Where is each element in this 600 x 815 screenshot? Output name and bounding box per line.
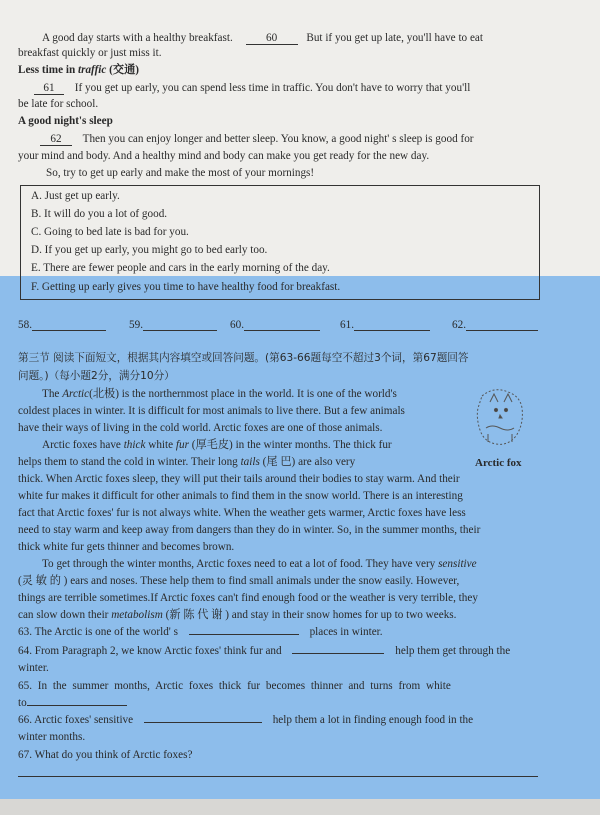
answer-64-blank[interactable] — [292, 653, 384, 654]
p3-line-2: (灵 敏 的 ) ears and noses. These help them to find small animals under the snow easily. However, — [18, 575, 460, 587]
heading-less-time — [18, 63, 139, 77]
fox-caption: Arctic fox — [475, 457, 522, 469]
p3-text: To get through the winter months, Arctic foxes need to eat a lot of food. They have very — [42, 558, 436, 570]
question-text: 66. Arctic foxes' sensitive — [18, 714, 134, 726]
p3-italic: metabolism — [111, 609, 163, 621]
blank-60[interactable] — [246, 32, 298, 45]
section3-heading-2: 问题。)（每小题2分，满分10分） — [18, 370, 175, 382]
question-text: places in winter. — [309, 626, 383, 638]
answer-number: 61. — [340, 319, 354, 331]
option-f: F. Getting up early gives you time to have healthy food for breakfast. — [31, 281, 341, 293]
blank-62[interactable] — [40, 133, 72, 146]
question-text: help them get through the — [395, 645, 511, 657]
question-text: to — [18, 697, 27, 709]
answer-62[interactable] — [452, 319, 538, 331]
p3-line-4 — [18, 608, 456, 622]
answer-blank[interactable] — [354, 319, 430, 331]
option-c: C. Going to bed late is bad for you. — [31, 226, 189, 238]
p2-line-2 — [18, 455, 355, 469]
answer-67-line[interactable] — [18, 776, 538, 777]
p2-text: helps them to stand the cold in winter. Their long — [18, 456, 238, 468]
section3-heading-1: 第三节 阅读下面短文，根据其内容填空或回答问题。(第63-66题每空不超过3个词，第67题回答 — [18, 352, 469, 364]
p1-line-1 — [42, 387, 397, 401]
answer-66-blank[interactable] — [144, 722, 262, 723]
answer-blank[interactable] — [244, 319, 320, 331]
answer-number: 62. — [452, 319, 466, 331]
passage-line-5 — [40, 132, 474, 146]
question-65: 65. In the summer months, Arctic foxes thick fur becomes thinner and turns from white — [18, 680, 451, 692]
question-text: 63. The Arctic is one of the world' s — [18, 626, 178, 638]
answer-blank[interactable] — [32, 319, 106, 331]
question-text: help them a lot in finding enough food in the — [272, 714, 474, 726]
blank-number: 62 — [50, 133, 62, 145]
passage-text: A good day starts with a healthy breakfast. — [42, 32, 233, 44]
p1-line-3: have their ways of living in the cold world. Arctic foxes are one of those animals. — [18, 422, 383, 434]
p2-italic: thick — [123, 439, 146, 451]
heading-italic: traffic — [77, 64, 107, 76]
p2-text: (厚毛皮) in the winter months. The thick fur — [191, 439, 392, 451]
question-65-cont — [18, 696, 127, 710]
question-66-cont: winter months. — [18, 731, 86, 743]
question-text: 64. From Paragraph 2, we know Arctic foxes' think fur and — [18, 645, 282, 657]
p3-text: (新 陈 代 谢 ) and stay in their snow homes for up to two weeks. — [165, 609, 457, 621]
arctic-fox-illustration — [472, 384, 530, 450]
options-box — [20, 185, 540, 300]
heading-text: Less time in — [18, 64, 76, 76]
p3-text: can slow down their — [18, 609, 109, 621]
p1-text: The — [42, 388, 60, 400]
p3-line-1 — [42, 557, 477, 571]
answer-59[interactable] — [129, 319, 217, 331]
p1-line-2: coldest places in winter. It is difficult for most animals to live there. But a few animals — [18, 405, 405, 417]
p1-italic: Arctic — [62, 388, 90, 400]
answer-58[interactable] — [18, 319, 106, 331]
answer-60[interactable] — [230, 319, 320, 331]
passage-text: Then you can enjoy longer and better sleep. You know, a good night' s sleep is good for — [82, 133, 474, 145]
passage-line-2: breakfast quickly or just miss it. — [18, 47, 162, 59]
p2-line-1 — [42, 438, 392, 452]
answer-63-blank[interactable] — [189, 634, 299, 635]
p2-italic: fur — [175, 439, 189, 451]
passage-line-6: your mind and body. And a healthy mind and body can make you get ready for the new day. — [18, 150, 430, 162]
passage-line-7: So, try to get up early and make the most of your mornings! — [46, 167, 315, 179]
p2-line-6: need to stay warm and keep away from dangers than they do in winter. So, in the summer months, their — [18, 524, 481, 536]
p1-text: (北极) is the northernmost place in the world. It is one of the world's — [89, 388, 397, 400]
p2-text: (尾 巴) are also very — [262, 456, 356, 468]
p2-text: white — [148, 439, 174, 451]
answer-65-blank[interactable] — [27, 705, 127, 706]
answer-number: 58. — [18, 319, 32, 331]
question-64 — [18, 644, 510, 658]
answer-number: 60. — [230, 319, 244, 331]
blank-number: 60 — [265, 32, 278, 44]
p2-line-7: thick white fur gets thinner and becomes brown. — [18, 541, 235, 553]
p2-text: Arctic foxes have — [42, 439, 121, 451]
blank-61[interactable] — [34, 82, 64, 95]
p3-italic: sensitive — [438, 558, 477, 570]
passage-line-4: be late for school. — [18, 98, 99, 110]
option-a: A. Just get up early. — [31, 190, 120, 202]
blank-number: 61 — [43, 82, 55, 94]
question-67: 67. What do you think of Arctic foxes? — [18, 749, 193, 761]
option-b: B. It will do you a lot of good. — [31, 208, 168, 220]
passage-line-1 — [42, 31, 483, 45]
p2-italic: tails — [240, 456, 260, 468]
p3-line-3: things are terrible sometimes.If Arctic foxes can't find enough food or the weather is very terrible, they — [18, 592, 478, 604]
question-63 — [18, 625, 383, 639]
p2-line-5: fact that Arctic foxes' fur is not always white. When the weather gets warmer, Arctic foxes have less — [18, 507, 466, 519]
question-64-cont: winter. — [18, 662, 49, 674]
answer-61[interactable] — [340, 319, 430, 331]
passage-line-3 — [34, 81, 470, 95]
p2-line-3: thick. When Arctic foxes sleep, they will put their tails around their bodies to stay warm. And their — [18, 473, 460, 485]
heading-good-sleep: A good night's sleep — [18, 115, 113, 127]
option-d: D. If you get up early, you might go to bed early too. — [31, 244, 268, 256]
answer-blank[interactable] — [143, 319, 217, 331]
question-66 — [18, 713, 473, 727]
answer-blank[interactable] — [466, 319, 538, 331]
p2-line-4: white fur makes it difficult for other animals to find them in the snow world. There is an interesting — [18, 490, 463, 502]
passage-text: But if you get up late, you'll have to eat — [306, 32, 483, 44]
passage-text: If you get up early, you can spend less time in traffic. You don't have to worry that you'll — [74, 82, 471, 94]
heading-gloss: (交通) — [109, 64, 139, 76]
option-e: E. There are fewer people and cars in the early morning of the day. — [31, 262, 330, 274]
answer-number: 59. — [129, 319, 143, 331]
